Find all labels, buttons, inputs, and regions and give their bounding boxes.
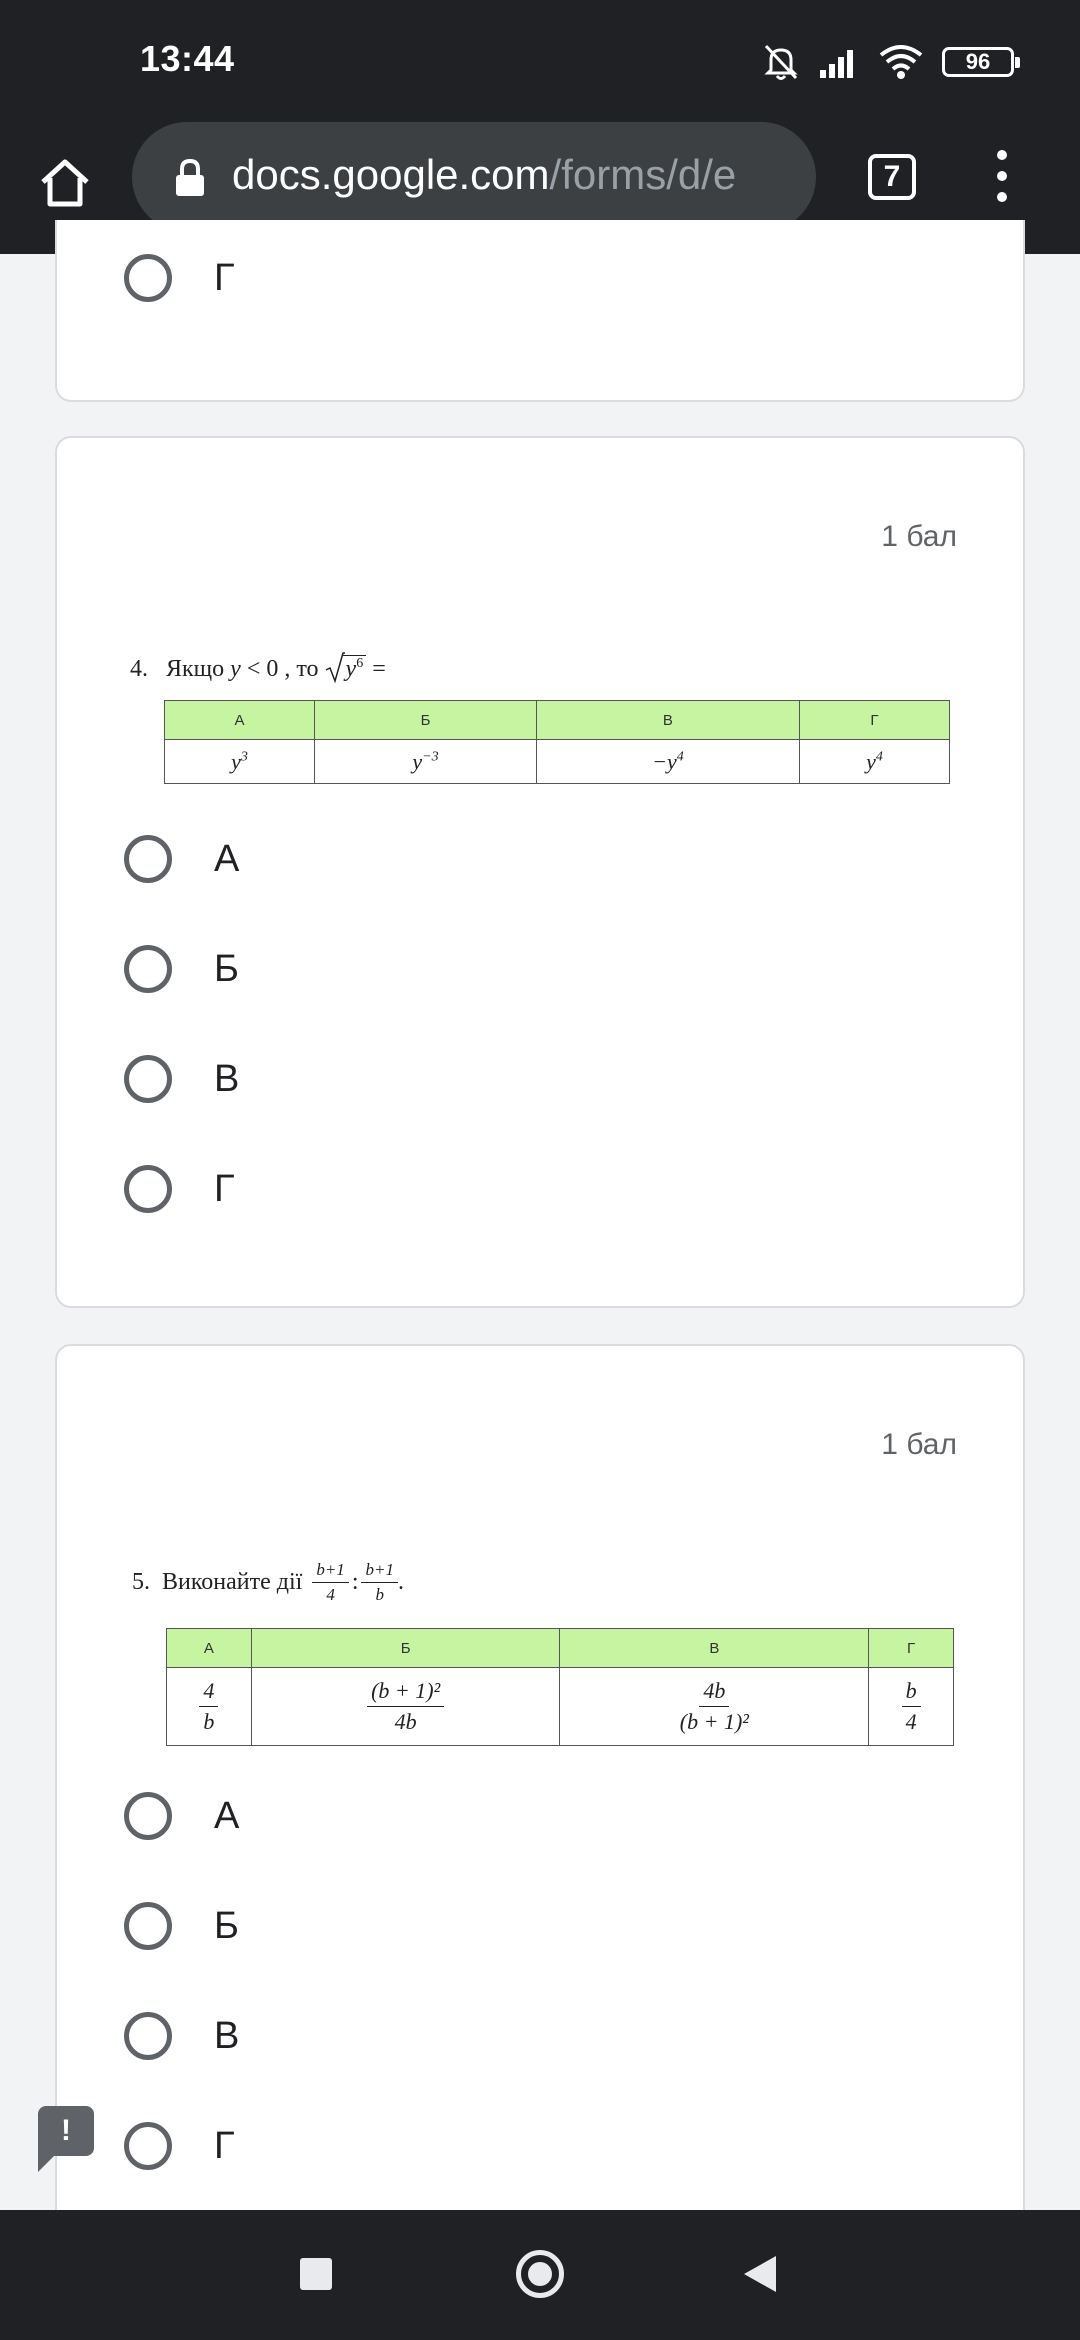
- table-header-cell: Г: [799, 701, 949, 740]
- table-cell: $-y^4$: [536, 740, 799, 784]
- radio-button[interactable]: [124, 1902, 172, 1950]
- answer-table-header: [165, 701, 950, 740]
- question-prompt: Виконайте дії: [162, 1569, 303, 1595]
- question-card-4: [55, 436, 1025, 1308]
- option-label: Б: [214, 947, 239, 990]
- home-icon: [39, 158, 91, 208]
- radio-button[interactable]: [124, 835, 172, 883]
- table-header-cell: Б: [315, 701, 537, 740]
- fraction: [361, 1560, 397, 1605]
- radio-option-g[interactable]: [124, 1159, 235, 1219]
- question-card-3: [55, 220, 1025, 402]
- radio-option-b[interactable]: [124, 939, 239, 999]
- signal-icon: [818, 44, 860, 80]
- sqrt-radicand: y: [345, 656, 357, 682]
- question-card-5: [55, 1344, 1025, 2244]
- option-label: Г: [214, 256, 235, 299]
- sqrt-expression: [325, 656, 367, 683]
- radio-option-v[interactable]: [124, 1049, 239, 1109]
- radio-option-a[interactable]: [124, 1786, 239, 1846]
- question-text: [132, 1560, 404, 1605]
- table-header-cell: А: [165, 701, 315, 740]
- points-label: 1 бал: [881, 1428, 957, 1461]
- back-button[interactable]: [744, 2256, 776, 2292]
- points-label: 1 бал: [881, 520, 957, 553]
- lock-icon: [172, 158, 208, 198]
- radio-button[interactable]: [124, 945, 172, 993]
- battery-indicator: 96: [942, 47, 1014, 77]
- table-cell: $\frac{b}{4}$: [869, 1668, 954, 1746]
- radio-option-v[interactable]: [124, 2006, 239, 2066]
- radio-option-g[interactable]: [124, 2116, 235, 2176]
- radio-button[interactable]: [124, 254, 172, 302]
- table-cell: $y^4$: [799, 740, 949, 784]
- fraction-numerator: b+1: [361, 1560, 397, 1583]
- question-text: [130, 656, 386, 683]
- table-header-cell: А: [167, 1629, 252, 1668]
- option-label: Г: [214, 1167, 235, 1210]
- question-prompt: Якщо: [166, 656, 225, 682]
- sqrt-sign-icon: [325, 652, 345, 684]
- fraction: [312, 1560, 348, 1605]
- radio-button[interactable]: [124, 1055, 172, 1103]
- option-label: Б: [214, 1904, 239, 1947]
- radio-option[interactable]: [124, 248, 235, 308]
- fraction-denominator: 4: [326, 1585, 335, 1604]
- status-time: 13:44: [140, 38, 235, 79]
- table-cell: $\frac{4b}{\text{(b + 1)²}}$: [560, 1668, 869, 1746]
- table-header-cell: Б: [251, 1629, 560, 1668]
- table-cell: $\frac{4}{b}$: [167, 1668, 252, 1746]
- answer-table: [164, 700, 950, 784]
- math-var: y: [230, 656, 241, 682]
- table-header-cell: В: [536, 701, 799, 740]
- home-nav-button[interactable]: [516, 2250, 564, 2298]
- answer-table-row: [165, 740, 950, 784]
- radio-option-a[interactable]: [124, 829, 239, 889]
- overflow-menu-icon[interactable]: [990, 150, 1014, 206]
- question-number: 5.: [132, 1569, 150, 1595]
- tab-switcher-button[interactable]: 7: [868, 154, 916, 200]
- table-cell: $\frac{\text{(b + 1)²}}{4b}$: [251, 1668, 560, 1746]
- radio-button[interactable]: [124, 2122, 172, 2170]
- url-text: [232, 151, 802, 199]
- fraction-denominator: b: [375, 1585, 384, 1604]
- feedback-icon[interactable]: !: [38, 2106, 94, 2156]
- option-label: В: [214, 2014, 240, 2057]
- status-bar: [0, 0, 1080, 122]
- system-nav-bar: [0, 2210, 1080, 2340]
- sqrt-exponent: 6: [356, 656, 364, 671]
- address-bar[interactable]: [132, 122, 816, 232]
- prompt-period: .: [397, 1569, 404, 1595]
- math-equals: =: [372, 656, 386, 682]
- answer-table: [166, 1628, 954, 1746]
- home-button[interactable]: [36, 146, 94, 220]
- radio-button[interactable]: [124, 1792, 172, 1840]
- table-cell: $y^3$: [165, 740, 315, 784]
- option-label: Г: [214, 2124, 235, 2167]
- status-icons: [762, 38, 1014, 86]
- radio-button[interactable]: [124, 1165, 172, 1213]
- question-number: 4.: [130, 656, 148, 682]
- table-cell: $y^{-3}$: [315, 740, 537, 784]
- math-condition: < 0 , то: [246, 656, 319, 682]
- radio-option-b[interactable]: [124, 1896, 239, 1956]
- wifi-icon: [878, 43, 924, 81]
- bell-off-icon: [762, 42, 800, 82]
- url-path: /forms/d/e: [549, 151, 737, 198]
- table-header-cell: В: [560, 1629, 869, 1668]
- divide-sign: :: [351, 1569, 359, 1595]
- option-label: А: [214, 1794, 240, 1837]
- answer-table-header: [167, 1629, 954, 1668]
- url-host: docs.google.com: [232, 151, 550, 198]
- fraction-numerator: b+1: [312, 1560, 348, 1583]
- table-header-cell: Г: [869, 1629, 954, 1668]
- recents-button[interactable]: [300, 2258, 332, 2290]
- option-label: В: [214, 1057, 240, 1100]
- radio-button[interactable]: [124, 2012, 172, 2060]
- option-label: А: [214, 837, 240, 880]
- answer-table-row: [167, 1668, 954, 1746]
